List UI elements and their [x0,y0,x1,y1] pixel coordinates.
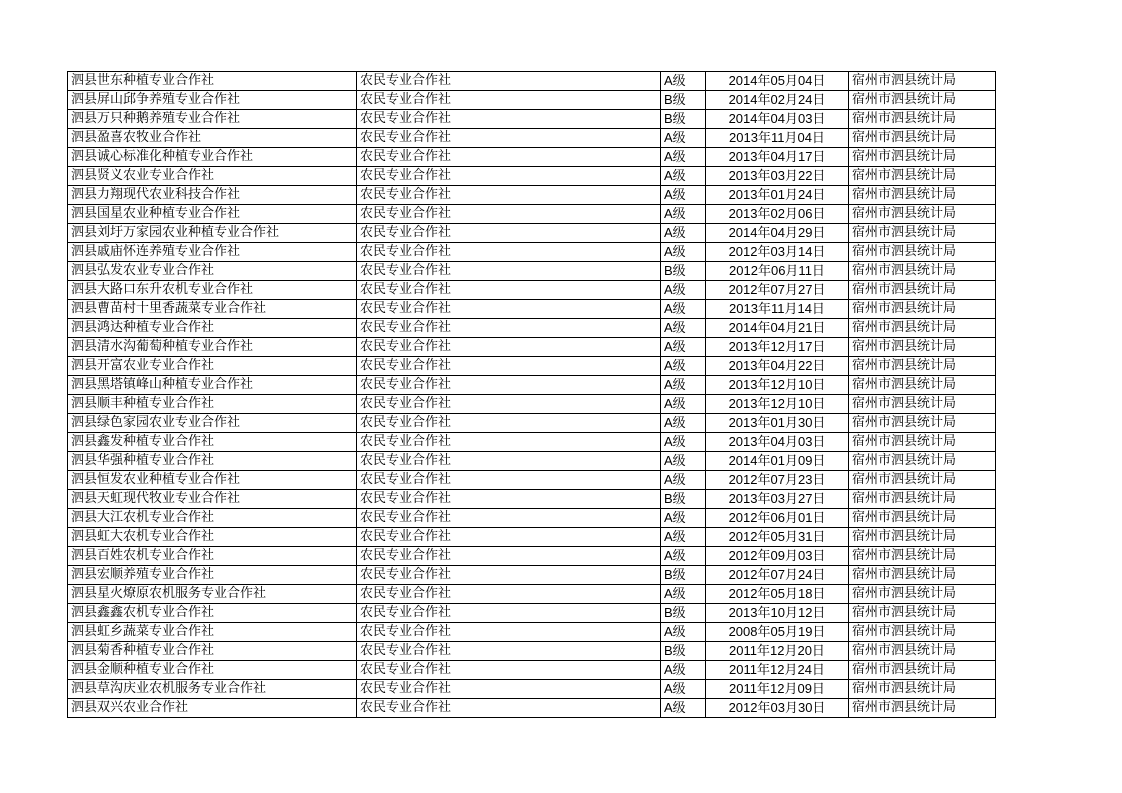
grade-cell: A级 [661,376,706,395]
table-row [68,642,996,661]
date-cell: 2012年07月24日 [706,566,849,585]
organization-type-cell: 农民专业合作社 [357,376,661,395]
cooperative-name-cell: 泗县双兴农业合作社 [68,699,357,718]
table-row [68,699,996,718]
grade-cell: A级 [661,319,706,338]
statistics-bureau-cell: 宿州市泗县统计局 [849,642,996,661]
statistics-bureau-cell: 宿州市泗县统计局 [849,433,996,452]
statistics-bureau-cell: 宿州市泗县统计局 [849,566,996,585]
cooperative-name-cell: 泗县顺丰种植专业合作社 [68,395,357,414]
cooperative-name-cell: 泗县开富农业专业合作社 [68,357,357,376]
table-row [68,585,996,604]
grade-cell: A级 [661,585,706,604]
grade-cell: B级 [661,110,706,129]
statistics-bureau-cell: 宿州市泗县统计局 [849,224,996,243]
statistics-bureau-cell: 宿州市泗县统计局 [849,357,996,376]
organization-type-cell: 农民专业合作社 [357,414,661,433]
date-cell: 2011年12月20日 [706,642,849,661]
date-cell: 2014年01月09日 [706,452,849,471]
cooperative-name-cell: 泗县天虹现代牧业专业合作社 [68,490,357,509]
statistics-bureau-cell: 宿州市泗县统计局 [849,186,996,205]
date-cell: 2014年02月24日 [706,91,849,110]
statistics-bureau-cell: 宿州市泗县统计局 [849,509,996,528]
cooperative-name-cell: 泗县弘发农业专业合作社 [68,262,357,281]
organization-type-cell: 农民专业合作社 [357,205,661,224]
table-row [68,72,996,91]
statistics-bureau-cell: 宿州市泗县统计局 [849,110,996,129]
cooperative-name-cell: 泗县诚心标准化种植专业合作社 [68,148,357,167]
organization-type-cell: 农民专业合作社 [357,281,661,300]
grade-cell: B级 [661,262,706,281]
statistics-bureau-cell: 宿州市泗县统计局 [849,319,996,338]
statistics-bureau-cell: 宿州市泗县统计局 [849,129,996,148]
table-row [68,300,996,319]
table-row [68,167,996,186]
cooperative-name-cell: 泗县盈喜农牧业合作社 [68,129,357,148]
cooperative-name-cell: 泗县刘圩万家园农业种植专业合作社 [68,224,357,243]
table-row [68,110,996,129]
table-row [68,623,996,642]
table-row [68,319,996,338]
grade-cell: A级 [661,414,706,433]
cooperative-name-cell: 泗县宏顺养殖专业合作社 [68,566,357,585]
table-row [68,528,996,547]
date-cell: 2013年03月22日 [706,167,849,186]
table-row [68,661,996,680]
table-row [68,471,996,490]
grade-cell: A级 [661,224,706,243]
table-row [68,148,996,167]
date-cell: 2013年02月06日 [706,205,849,224]
grade-cell: A级 [661,357,706,376]
statistics-bureau-cell: 宿州市泗县统计局 [849,604,996,623]
table-row [68,566,996,585]
date-cell: 2013年04月03日 [706,433,849,452]
organization-type-cell: 农民专业合作社 [357,319,661,338]
statistics-bureau-cell: 宿州市泗县统计局 [849,338,996,357]
grade-cell: B级 [661,490,706,509]
grade-cell: A级 [661,509,706,528]
date-cell: 2012年05月18日 [706,585,849,604]
date-cell: 2012年03月14日 [706,243,849,262]
date-cell: 2014年04月21日 [706,319,849,338]
cooperative-name-cell: 泗县绿色家园农业专业合作社 [68,414,357,433]
table-row [68,186,996,205]
date-cell: 2012年07月27日 [706,281,849,300]
statistics-bureau-cell: 宿州市泗县统计局 [849,148,996,167]
date-cell: 2008年05月19日 [706,623,849,642]
cooperative-name-cell: 泗县星火燎原农机服务专业合作社 [68,585,357,604]
grade-cell: A级 [661,395,706,414]
grade-cell: A级 [661,452,706,471]
statistics-bureau-cell: 宿州市泗县统计局 [849,243,996,262]
grade-cell: A级 [661,243,706,262]
table-row [68,205,996,224]
cooperative-name-cell: 泗县百姓农机专业合作社 [68,547,357,566]
grade-cell: B级 [661,566,706,585]
grade-cell: B级 [661,604,706,623]
cooperative-name-cell: 泗县鸿达种植专业合作社 [68,319,357,338]
organization-type-cell: 农民专业合作社 [357,433,661,452]
organization-type-cell: 农民专业合作社 [357,357,661,376]
date-cell: 2013年04月17日 [706,148,849,167]
grade-cell: B级 [661,91,706,110]
organization-type-cell: 农民专业合作社 [357,699,661,718]
grade-cell: A级 [661,433,706,452]
table-row [68,357,996,376]
organization-type-cell: 农民专业合作社 [357,471,661,490]
statistics-bureau-cell: 宿州市泗县统计局 [849,680,996,699]
organization-type-cell: 农民专业合作社 [357,566,661,585]
statistics-bureau-cell: 宿州市泗县统计局 [849,699,996,718]
cooperative-name-cell: 泗县世东种植专业合作社 [68,72,357,91]
organization-type-cell: 农民专业合作社 [357,300,661,319]
organization-type-cell: 农民专业合作社 [357,661,661,680]
statistics-bureau-cell: 宿州市泗县统计局 [849,661,996,680]
cooperative-name-cell: 泗县贤义农业专业合作社 [68,167,357,186]
table-row [68,433,996,452]
statistics-bureau-cell: 宿州市泗县统计局 [849,623,996,642]
grade-cell: A级 [661,471,706,490]
grade-cell: A级 [661,661,706,680]
table-row [68,490,996,509]
date-cell: 2014年05月04日 [706,72,849,91]
date-cell: 2012年05月31日 [706,528,849,547]
grade-cell: A级 [661,72,706,91]
grade-cell: A级 [661,623,706,642]
cooperative-name-cell: 泗县曹苗村十里香蔬菜专业合作社 [68,300,357,319]
date-cell: 2013年12月17日 [706,338,849,357]
grade-cell: A级 [661,680,706,699]
organization-type-cell: 农民专业合作社 [357,167,661,186]
date-cell: 2012年06月11日 [706,262,849,281]
organization-type-cell: 农民专业合作社 [357,186,661,205]
table-row [68,338,996,357]
table-row [68,414,996,433]
statistics-bureau-cell: 宿州市泗县统计局 [849,490,996,509]
table-row [68,395,996,414]
organization-type-cell: 农民专业合作社 [357,623,661,642]
statistics-bureau-cell: 宿州市泗县统计局 [849,167,996,186]
date-cell: 2013年11月14日 [706,300,849,319]
statistics-bureau-cell: 宿州市泗县统计局 [849,72,996,91]
table-row [68,376,996,395]
organization-type-cell: 农民专业合作社 [357,243,661,262]
grade-cell: A级 [661,528,706,547]
statistics-bureau-cell: 宿州市泗县统计局 [849,452,996,471]
table-row [68,604,996,623]
statistics-bureau-cell: 宿州市泗县统计局 [849,585,996,604]
grade-cell: A级 [661,547,706,566]
date-cell: 2013年12月10日 [706,395,849,414]
statistics-bureau-cell: 宿州市泗县统计局 [849,547,996,566]
table-row [68,129,996,148]
date-cell: 2013年01月30日 [706,414,849,433]
table-row [68,509,996,528]
organization-type-cell: 农民专业合作社 [357,604,661,623]
organization-type-cell: 农民专业合作社 [357,509,661,528]
statistics-bureau-cell: 宿州市泗县统计局 [849,414,996,433]
table-body [68,72,996,718]
statistics-bureau-cell: 宿州市泗县统计局 [849,205,996,224]
cooperative-name-cell: 泗县黑塔镇峰山种植专业合作社 [68,376,357,395]
organization-type-cell: 农民专业合作社 [357,129,661,148]
grade-cell: A级 [661,129,706,148]
date-cell: 2014年04月29日 [706,224,849,243]
cooperative-name-cell: 泗县大江农机专业合作社 [68,509,357,528]
date-cell: 2012年06月01日 [706,509,849,528]
organization-type-cell: 农民专业合作社 [357,338,661,357]
statistics-bureau-cell: 宿州市泗县统计局 [849,262,996,281]
cooperative-name-cell: 泗县虹大农机专业合作社 [68,528,357,547]
cooperative-name-cell: 泗县虹乡蔬菜专业合作社 [68,623,357,642]
grade-cell: A级 [661,186,706,205]
grade-cell: A级 [661,338,706,357]
cooperative-name-cell: 泗县鑫发种植专业合作社 [68,433,357,452]
organization-type-cell: 农民专业合作社 [357,585,661,604]
grade-cell: A级 [661,699,706,718]
statistics-bureau-cell: 宿州市泗县统计局 [849,395,996,414]
date-cell: 2013年11月04日 [706,129,849,148]
statistics-bureau-cell: 宿州市泗县统计局 [849,376,996,395]
date-cell: 2012年03月30日 [706,699,849,718]
organization-type-cell: 农民专业合作社 [357,490,661,509]
organization-type-cell: 农民专业合作社 [357,528,661,547]
statistics-bureau-cell: 宿州市泗县统计局 [849,91,996,110]
date-cell: 2012年07月23日 [706,471,849,490]
organization-type-cell: 农民专业合作社 [357,547,661,566]
cooperative-name-cell: 泗县戚庙怀连养殖专业合作社 [68,243,357,262]
cooperative-table [67,71,996,718]
cooperative-name-cell: 泗县清水沟葡萄种植专业合作社 [68,338,357,357]
grade-cell: A级 [661,281,706,300]
table-row [68,224,996,243]
organization-type-cell: 农民专业合作社 [357,262,661,281]
cooperative-name-cell: 泗县菊香种植专业合作社 [68,642,357,661]
statistics-bureau-cell: 宿州市泗县统计局 [849,471,996,490]
date-cell: 2014年04月03日 [706,110,849,129]
organization-type-cell: 农民专业合作社 [357,72,661,91]
organization-type-cell: 农民专业合作社 [357,395,661,414]
organization-type-cell: 农民专业合作社 [357,224,661,243]
date-cell: 2013年12月10日 [706,376,849,395]
grade-cell: A级 [661,167,706,186]
statistics-bureau-cell: 宿州市泗县统计局 [849,300,996,319]
grade-cell: A级 [661,300,706,319]
date-cell: 2013年04月22日 [706,357,849,376]
organization-type-cell: 农民专业合作社 [357,110,661,129]
cooperative-name-cell: 泗县国星农业种植专业合作社 [68,205,357,224]
cooperative-name-cell: 泗县万只种鹅养殖专业合作社 [68,110,357,129]
grade-cell: B级 [661,642,706,661]
table-row [68,680,996,699]
grade-cell: A级 [661,205,706,224]
cooperative-name-cell: 泗县屏山邱争养殖专业合作社 [68,91,357,110]
cooperative-name-cell: 泗县草沟庆业农机服务专业合作社 [68,680,357,699]
table-row [68,281,996,300]
statistics-bureau-cell: 宿州市泗县统计局 [849,528,996,547]
cooperative-name-cell: 泗县鑫鑫农机专业合作社 [68,604,357,623]
organization-type-cell: 农民专业合作社 [357,642,661,661]
table-row [68,547,996,566]
organization-type-cell: 农民专业合作社 [357,148,661,167]
organization-type-cell: 农民专业合作社 [357,91,661,110]
organization-type-cell: 农民专业合作社 [357,452,661,471]
date-cell: 2013年01月24日 [706,186,849,205]
date-cell: 2012年09月03日 [706,547,849,566]
table-row [68,452,996,471]
cooperative-name-cell: 泗县金顺种植专业合作社 [68,661,357,680]
date-cell: 2011年12月09日 [706,680,849,699]
cooperative-name-cell: 泗县恒发农业种植专业合作社 [68,471,357,490]
statistics-bureau-cell: 宿州市泗县统计局 [849,281,996,300]
table-row [68,262,996,281]
date-cell: 2013年03月27日 [706,490,849,509]
date-cell: 2011年12月24日 [706,661,849,680]
cooperative-name-cell: 泗县大路口东升农机专业合作社 [68,281,357,300]
cooperative-name-cell: 泗县华强种植专业合作社 [68,452,357,471]
date-cell: 2013年10月12日 [706,604,849,623]
grade-cell: A级 [661,148,706,167]
table-row [68,243,996,262]
table-row [68,91,996,110]
cooperative-name-cell: 泗县力翔现代农业科技合作社 [68,186,357,205]
organization-type-cell: 农民专业合作社 [357,680,661,699]
